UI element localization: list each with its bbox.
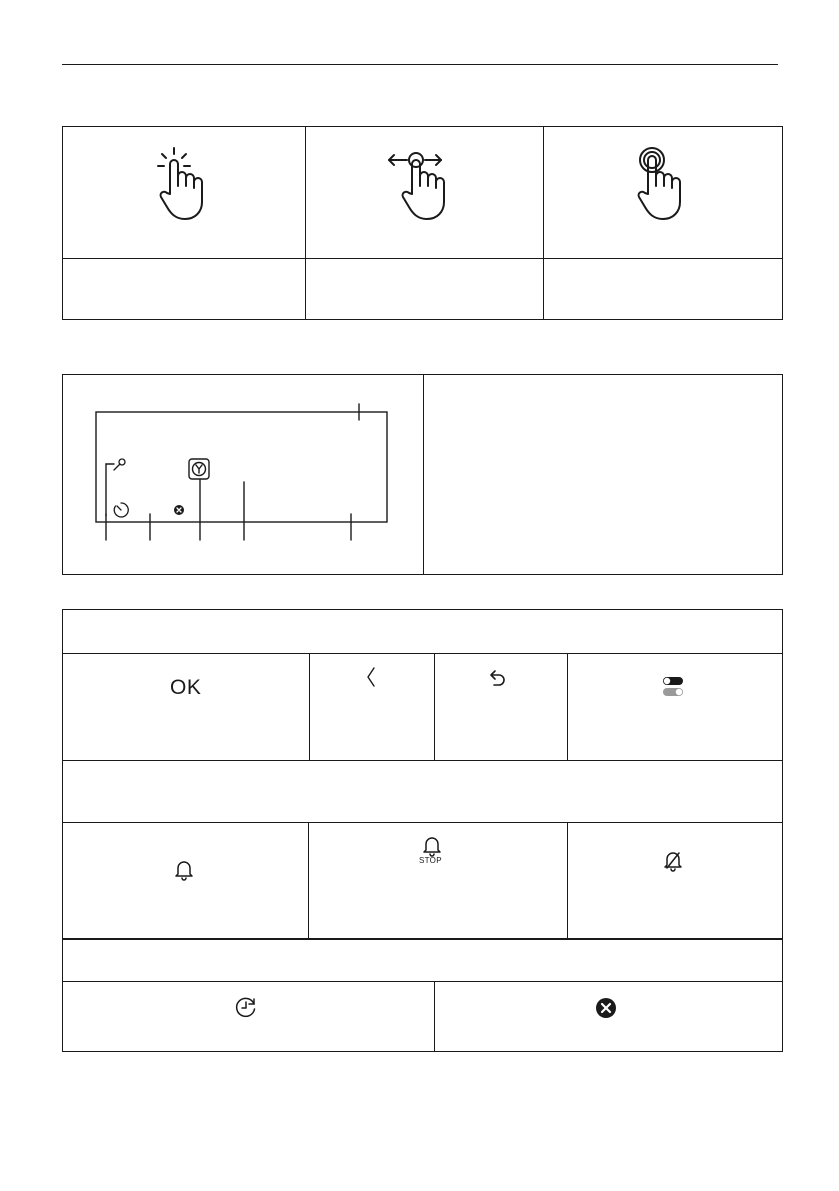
buttons-header2-divider bbox=[62, 822, 783, 823]
buttons-row1-divider bbox=[62, 760, 783, 761]
buttons-header1-divider bbox=[62, 653, 783, 654]
meat-probe-icon bbox=[112, 458, 126, 472]
gestures-row-divider bbox=[62, 258, 783, 259]
row1-divider-1 bbox=[309, 653, 310, 760]
bell-icon bbox=[175, 860, 193, 880]
fan-function-icon bbox=[188, 458, 210, 480]
row1-divider-3 bbox=[567, 653, 568, 760]
cancel-circle-icon bbox=[596, 998, 616, 1018]
bell-stop-icon bbox=[423, 836, 441, 856]
gestures-divider-1 bbox=[305, 126, 306, 320]
row2-divider-1 bbox=[308, 822, 309, 939]
row2-divider-2 bbox=[567, 822, 568, 939]
press-hold-hand-icon bbox=[632, 144, 692, 224]
chevron-left-icon bbox=[366, 667, 376, 687]
cancel-icon bbox=[174, 505, 184, 515]
ok-label: OK bbox=[170, 676, 202, 699]
undo-icon bbox=[488, 669, 506, 687]
buttons-header3-divider bbox=[62, 981, 783, 982]
row1-divider-2 bbox=[434, 653, 435, 760]
timer-icon bbox=[113, 500, 129, 518]
row3-divider-1 bbox=[434, 981, 435, 1052]
tap-hand-icon bbox=[154, 144, 214, 224]
swipe-hand-icon bbox=[385, 144, 455, 224]
display-panel-divider bbox=[423, 374, 424, 575]
gestures-divider-2 bbox=[543, 126, 544, 320]
toggle-switch-icon bbox=[662, 676, 684, 698]
buttons-row2-divider bbox=[62, 938, 783, 940]
timer-restart-icon bbox=[235, 996, 257, 1018]
header-rule bbox=[62, 64, 778, 65]
bell-off-icon bbox=[664, 851, 682, 871]
bell-stop-label: STOP bbox=[419, 856, 442, 865]
display-diagram bbox=[82, 398, 402, 538]
